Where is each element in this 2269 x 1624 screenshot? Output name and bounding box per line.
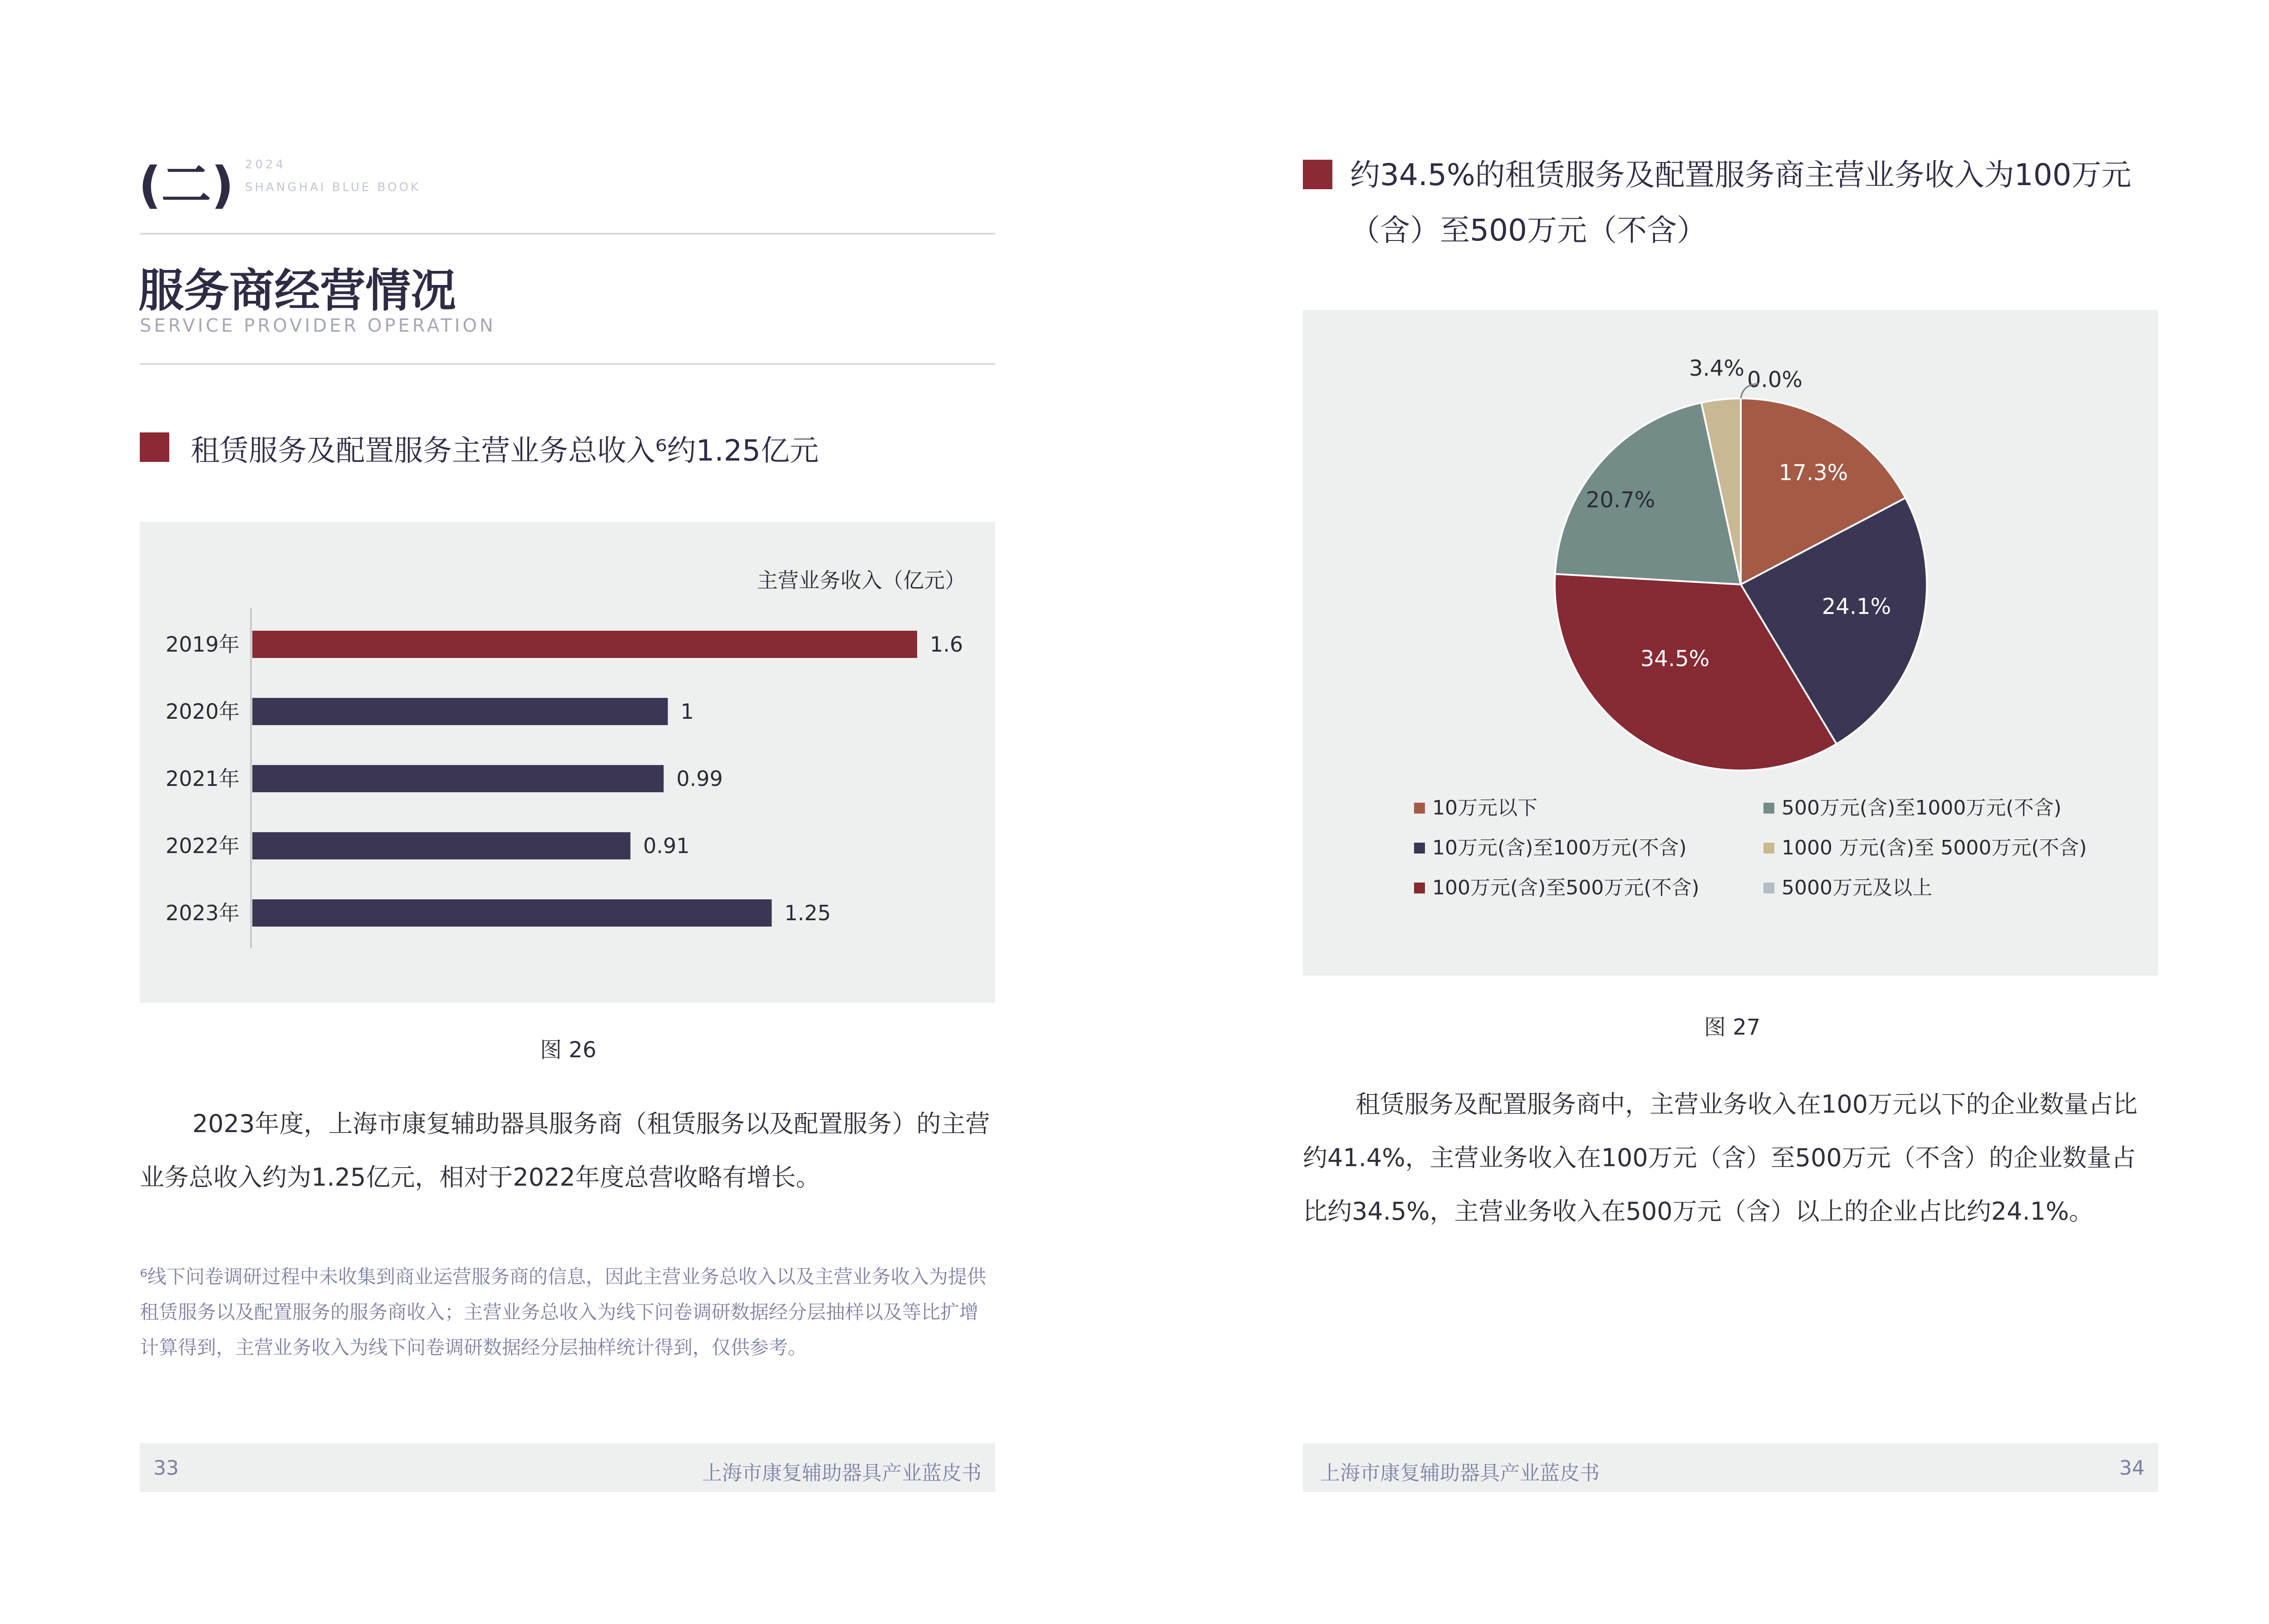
- right-footer: [1303, 1443, 2158, 1492]
- legend-swatch: [1414, 803, 1425, 814]
- value-label: 0.91: [643, 834, 690, 858]
- legend-swatch: [1763, 843, 1774, 854]
- revenue-bar-chart: [140, 522, 995, 1003]
- section-title-en: SERVICE PROVIDER OPERATION: [140, 315, 496, 336]
- legend-label: 100万元(含)至500万元(不含): [1432, 876, 1699, 899]
- book-en-label: SHANGHAI BLUE BOOK: [245, 181, 421, 194]
- figure-caption-27: 图 27: [1704, 1015, 1761, 1040]
- page-number: 34: [2119, 1457, 2145, 1480]
- value-label: 0.99: [676, 766, 723, 791]
- category-label: 2020年: [165, 699, 240, 724]
- legend-label: 5000万元及以上: [1782, 876, 1932, 899]
- category-label: 2022年: [165, 834, 240, 858]
- slice-label: 3.4%: [1689, 356, 1744, 381]
- footnote: ⁶线下问卷调研过程中未收集到商业运营服务商的信息，因此主营业务总收入以及主营业务收入为提供租赁服务以及配置服务的服务商收入；主营业务总收入为线下问卷调研数据经分层抽样以及等比扩增计算得到，主营业务收入为线下问卷调研数据经分层抽样统计得到，仅供参考。: [140, 1266, 986, 1359]
- footer-title: 上海市康复辅助器具产业蓝皮书: [1320, 1462, 1600, 1485]
- chapter-mark: (二): [138, 156, 234, 214]
- right-paragraph: 租赁服务及配置服务商中，主营业务收入在100万元以下的企业数量占比约41.4%，主营业务收入在100万元（含）至500万元（不含）的企业数量占比约34.5%，主营业务收入在500万元（含）以上的企业占比约24.1%。: [1303, 1090, 2138, 1226]
- legend-label: 1000 万元(含)至 5000万元(不含): [1782, 836, 2087, 859]
- legend-swatch: [1414, 883, 1425, 893]
- value-label: 1.25: [784, 901, 831, 925]
- slice-label: 20.7%: [1586, 487, 1655, 513]
- bar: [252, 899, 772, 927]
- bar: [252, 832, 630, 859]
- legend-swatch: [1763, 883, 1774, 893]
- value-label: 1.6: [930, 632, 963, 657]
- bar: [252, 765, 663, 792]
- revenue-share-pie-chart: [1303, 310, 2158, 976]
- figure-caption-26: 图 26: [540, 1037, 597, 1063]
- section-title: 服务商经营情况: [138, 264, 456, 317]
- legend-swatch: [1414, 843, 1425, 854]
- value-label: 1: [680, 699, 694, 724]
- category-label: 2021年: [165, 766, 240, 791]
- page-number: 33: [153, 1457, 179, 1480]
- category-label: 2019年: [165, 632, 240, 657]
- bar: [252, 698, 668, 725]
- chart-title: 主营业务收入（亿元）: [757, 568, 966, 593]
- divider-bottom: [140, 363, 995, 365]
- divider-top: [140, 233, 995, 235]
- subheading-marker: [140, 432, 169, 462]
- slice-label: 0.0%: [1747, 367, 1802, 393]
- legend-label: 500万元(含)至1000万元(不含): [1782, 796, 2062, 819]
- footer-title: 上海市康复辅助器具产业蓝皮书: [702, 1462, 982, 1485]
- right-heading: 约34.5%的租赁服务及配置服务商主营业务收入为100万元（含）至500万元（不含）: [1350, 157, 2131, 248]
- left-footer: [140, 1443, 995, 1492]
- slice-label: 24.1%: [1822, 594, 1891, 619]
- category-label: 2023年: [165, 901, 240, 925]
- year-label: 2024: [245, 158, 286, 172]
- legend-label: 10万元(含)至100万元(不含): [1432, 836, 1687, 859]
- bar: [252, 631, 917, 658]
- heading-marker: [1303, 160, 1332, 189]
- slice-label: 34.5%: [1640, 646, 1710, 672]
- bar-chart-panel: [140, 522, 995, 1003]
- slice-label: 17.3%: [1778, 460, 1848, 486]
- left-paragraph: 2023年度，上海市康复辅助器具服务商（租赁服务以及配置服务）的主营业务总收入约为1.25亿元，相对于2022年度总营收略有增长。: [140, 1109, 990, 1192]
- pie-chart-panel: [1303, 310, 2158, 976]
- legend-label: 10万元以下: [1432, 796, 1537, 819]
- legend-swatch: [1763, 803, 1774, 814]
- subheading: 租赁服务及配置服务主营业务总收入⁶约1.25亿元: [191, 434, 819, 468]
